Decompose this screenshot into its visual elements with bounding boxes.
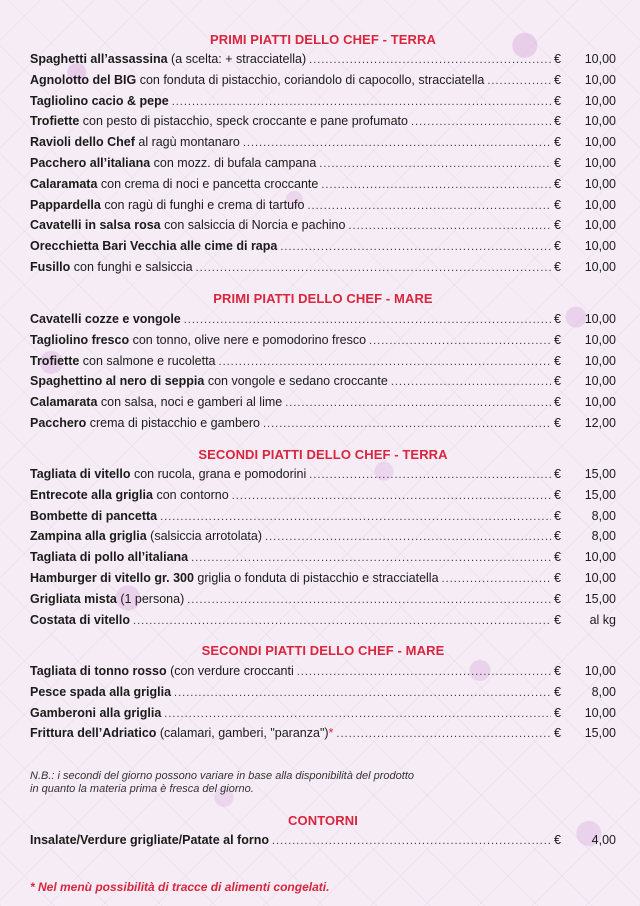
menu-item-text [30,613,130,627]
dot-leader [243,137,551,149]
dish-price: 10,00 [584,395,616,410]
dish-name: Insalate/Verdure grigliate/Patate al forno [30,833,269,847]
dot-leader [232,490,551,502]
menu-item-row [30,664,616,682]
dot-leader [133,615,551,627]
dish-name: Agnolotto del BIG [30,72,137,87]
dish-description: con salsa, noci e gamberi al lime [97,395,283,410]
dot-leader [263,418,551,430]
currency-symbol: € [554,260,561,274]
currency-symbol: € [554,197,561,212]
dish-price: 12,00 [584,416,616,430]
menu-item-text [30,550,188,564]
dot-leader [487,75,551,87]
menu-item-text [30,529,262,543]
menu-item-row [30,529,616,547]
dish-name: Spaghettino al nero di seppia [30,374,205,389]
dish-description: con crema di noci e pancetta croccante [97,176,319,191]
dish-name: Trofiette [30,353,80,368]
menu-item-row [30,592,616,610]
menu-item-row [30,239,616,257]
dish-price: 10,00 [584,705,616,720]
dish-description: (1 persona) [116,591,185,606]
menu-item-row [30,52,616,70]
menu-item-text [30,395,282,409]
dish-description: (calamari, gamberi, "paranza") [156,726,329,741]
dish-description: al ragù montanaro [134,135,240,150]
currency-symbol: € [554,705,561,720]
dish-description: (con verdure croccanti [166,664,294,678]
currency-symbol: € [554,416,561,430]
menu-item-row [30,374,616,392]
dish-price: 10,00 [584,664,616,678]
dot-leader [348,220,551,232]
dot-leader [297,666,551,678]
dish-price: 8,00 [591,529,616,544]
currency-symbol: € [554,684,561,699]
dish-description: con tonno, olive nere e pomodorino fresco [129,332,367,347]
dish-name: Tagliolino cacio & pepe [30,93,169,108]
dish-price: 10,00 [584,550,616,565]
dot-leader [272,835,551,847]
availability-note [30,770,414,796]
menu-item-row [30,198,616,216]
dish-description: (salsiccia arrotolata) [146,529,263,544]
menu-item-text [30,726,333,740]
dish-price: 10,00 [584,135,616,150]
menu-item-text [30,354,216,368]
menu-item-text [30,114,408,128]
currency-symbol: € [554,332,561,347]
dish-description: con fonduta di pistacchio, coriandolo di capocollo, stracciatella [136,72,485,87]
dish-description: con ragù di funghi e crema di tartufo [100,197,305,212]
menu-item-text [30,664,294,678]
currency-symbol: € [554,487,561,502]
currency-symbol: € [554,312,561,326]
menu-item-text [30,218,345,232]
dish-description: crema di pistacchio e gambero [86,416,260,430]
currency-symbol: € [554,508,561,523]
dish-price: 10,00 [584,353,616,368]
dot-leader [184,314,551,326]
dish-name: Pesce spada alla griglia [30,684,172,699]
dish-price: 10,00 [584,239,616,254]
dish-name: Calamarata [30,395,98,410]
menu-item-row [30,395,616,413]
menu-item-text [30,94,169,108]
dish-name: Fusillo [30,260,71,274]
dish-name: Bombette di pancetta [30,508,158,523]
dish-price: 10,00 [584,332,616,347]
menu-item-row [30,509,616,527]
dot-leader [160,511,551,523]
dish-description: con funghi e salsiccia [70,260,193,274]
menu-item-row [30,177,616,195]
menu-item-row [30,260,616,278]
dish-name: Frittura dell’Adriatico [30,726,157,741]
currency-symbol: € [554,374,561,389]
menu-item-text [30,833,269,847]
menu-item-text [30,333,366,347]
dish-name: Calaramata [30,176,98,191]
menu-item-row [30,488,616,506]
dot-leader [187,594,551,606]
currency-symbol: € [554,72,561,87]
dish-description: con rucola, grana e pomodorini [130,467,307,481]
menu-item-row [30,218,616,236]
dish-name: Tagliata di tonno rosso [30,664,167,678]
dish-name: Ravioli dello Chef [30,135,135,150]
dish-price: 10,00 [584,72,616,87]
dot-leader [265,531,551,543]
dish-name: Pacchero all’italiana [30,156,151,170]
dot-leader [280,241,551,253]
dish-price: 15,00 [584,726,616,741]
dot-leader [307,200,551,212]
currency-symbol: € [554,135,561,150]
section-title-contorni: CONTORNI [288,813,358,828]
currency-symbol: € [554,395,561,410]
menu-item-text [30,177,318,191]
menu-item-row [30,333,616,351]
dot-leader [196,262,551,274]
dish-description: con mozz. di bufala campana [150,156,317,170]
menu-item-text [30,509,157,523]
currency-symbol: € [554,664,561,678]
dish-name: Hamburger di vitello gr. 300 [30,571,194,585]
dish-price: 10,00 [584,114,616,129]
dish-price: 10,00 [584,571,616,585]
dot-leader [219,356,551,368]
dot-leader [174,687,551,699]
dot-leader [369,335,551,347]
dish-description: con contorno [152,487,229,502]
menu-item-row [30,114,616,132]
menu-item-text [30,156,316,170]
dish-description: (a scelta: + stracciatella) [167,52,307,66]
menu-item-text [30,467,306,481]
currency-symbol: € [554,591,561,606]
currency-symbol: € [554,239,561,254]
dot-leader [172,96,551,108]
menu-item-text [30,198,304,212]
dish-name: Trofiette [30,114,80,129]
dish-price: 8,00 [591,508,616,523]
currency-symbol: € [554,353,561,368]
dot-leader [321,179,551,191]
currency-symbol: € [554,612,561,627]
dot-leader [336,728,551,740]
dot-leader [285,397,551,409]
frozen-ingredients-footnote: * Nel menù possibilità di tracce di alimenti congelati. [30,880,330,894]
dish-price: 10,00 [584,312,616,326]
dish-price: 10,00 [584,156,616,170]
currency-symbol: € [554,218,561,233]
dish-price: 4,00 [591,833,616,847]
dish-name: Pappardella [30,197,101,212]
dish-name: Orecchietta Bari Vecchia alle cime di rapa [30,239,278,254]
dish-description: con vongole e sedano croccante [204,374,388,389]
currency-symbol: € [554,52,561,66]
dish-price: 10,00 [584,218,616,233]
menu-item-row [30,312,616,330]
menu-item-text [30,312,181,326]
menu-item-text [30,73,484,87]
currency-symbol: € [554,571,561,585]
menu-item-row [30,135,616,153]
dish-name: Cavatelli in salsa rosa [30,218,161,233]
dish-price: 8,00 [591,684,616,699]
menu-item-text [30,239,277,253]
dish-price: 15,00 [584,487,616,502]
menu-item-text [30,260,193,274]
section-title-primi-terra: PRIMI PIATTI DELLO CHEF - TERRA [209,32,437,47]
dish-price: 10,00 [584,260,616,274]
menu-item-row [30,416,616,434]
dish-price: 10,00 [584,52,616,66]
dot-leader [411,116,551,128]
menu-item-row [30,156,616,174]
dish-name: Tagliata di vitello [30,467,131,481]
menu-item-row [30,73,616,91]
menu-item-row [30,550,616,568]
dish-name: Zampina alla griglia [30,529,147,544]
dish-description: con pesto di pistacchio, speck croccante e pane profumato [79,114,408,129]
section-title-primi-mare: PRIMI PIATTI DELLO CHEF - MARE [213,291,433,306]
dish-name: Pacchero [30,416,87,430]
currency-symbol: € [554,176,561,191]
currency-symbol: € [554,726,561,741]
menu-item-text [30,571,439,585]
menu-item-text [30,416,260,430]
dot-leader [309,469,551,481]
section-title-secondi-mare: SECONDI PIATTI DELLO CHEF - MARE [201,643,445,658]
currency-symbol: € [554,550,561,565]
dot-leader [442,573,551,585]
menu-item-text [30,706,161,720]
menu-item-text [30,685,171,699]
dish-name: Entrecote alla griglia [30,487,153,502]
dish-name: Gamberoni alla griglia [30,705,162,720]
dot-leader [164,708,551,720]
currency-symbol: € [554,467,561,481]
dish-name: Tagliata di pollo all’italiana [30,550,189,565]
dish-name: Tagliolino fresco [30,332,130,347]
dot-leader [319,158,551,170]
section-title-secondi-terra: SECONDI PIATTI DELLO CHEF - TERRA [198,447,448,462]
dot-leader [391,376,551,388]
menu-item-text [30,488,229,502]
menu-item-text [30,52,306,66]
menu-item-row [30,726,616,744]
menu-item-text [30,374,388,388]
menu-item-row [30,613,616,631]
menu-item-row [30,354,616,372]
dish-name: Spaghetti all’assassina [30,52,168,66]
dish-name: Grigliata mista [30,591,117,606]
dish-price: 15,00 [584,591,616,606]
menu-item-row [30,685,616,703]
menu-item-row [30,467,616,485]
dish-price: 10,00 [584,93,616,108]
menu-item-row [30,833,616,851]
dish-price: 10,00 [584,176,616,191]
dish-description: griglia o fonduta di pistacchio e stracciatella [193,571,439,585]
dish-description: con salmone e rucoletta [79,353,216,368]
frozen-marker: * [328,726,334,741]
menu-item-row [30,571,616,589]
dish-name: Cavatelli cozze e vongole [30,312,181,326]
dish-price: 10,00 [584,374,616,389]
currency-symbol: € [554,156,561,170]
dish-price: 15,00 [584,467,616,481]
dot-leader [309,54,551,66]
menu-item-row [30,94,616,112]
menu-item-text [30,592,184,606]
currency-symbol: € [554,114,561,129]
menu-item-row [30,706,616,724]
currency-symbol: € [554,833,561,847]
note-line-1: N.B.: i secondi del giorno possono variare in base alla disponibilità del prodotto [30,770,415,782]
currency-symbol: € [554,529,561,544]
note-line-2: in quanto la materia prima è fresca del giorno. [30,783,254,795]
dot-leader [191,552,551,564]
dish-description: con salsiccia di Norcia e pachino [160,218,346,233]
dish-price: 10,00 [584,197,616,212]
dish-price: al kg [589,612,616,627]
menu-item-text [30,135,240,149]
currency-symbol: € [554,93,561,108]
dish-name: Costata di vitello [30,612,131,627]
